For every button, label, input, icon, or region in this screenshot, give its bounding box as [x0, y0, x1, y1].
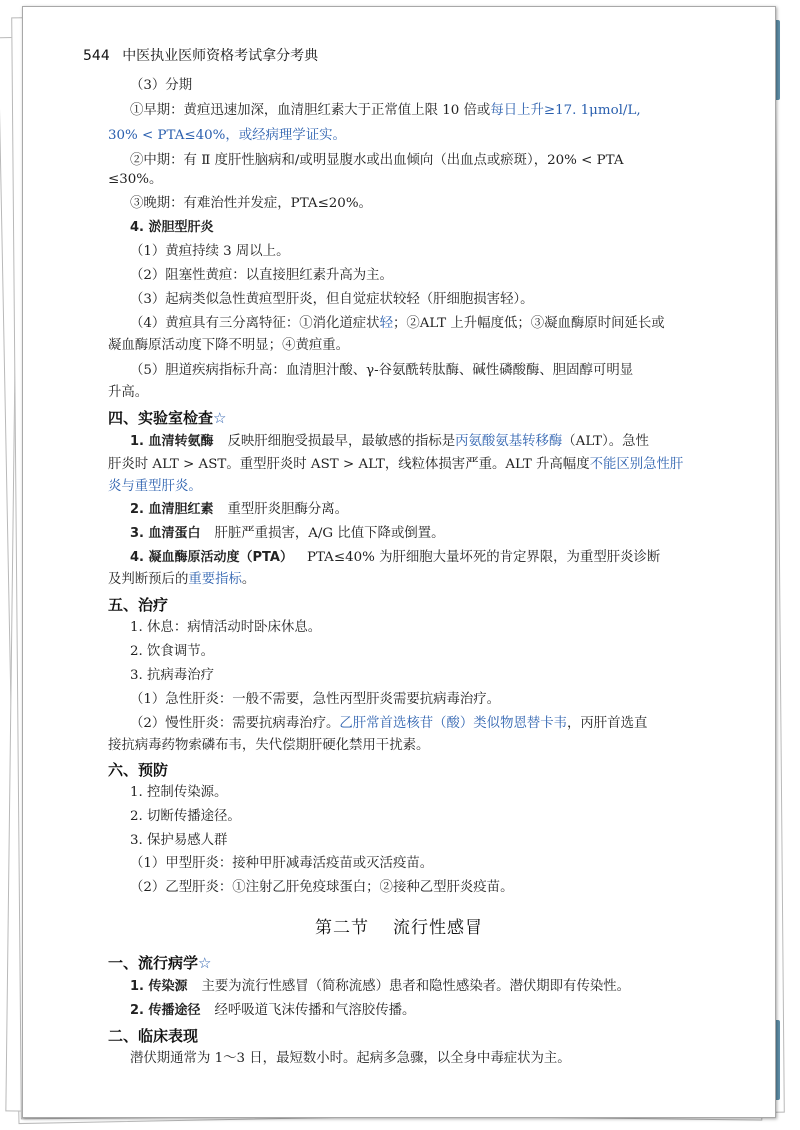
highlighted-text: 轻 — [379, 316, 393, 331]
highlighted-line: 炎与重型肝炎。 — [108, 479, 202, 494]
star-icon: ☆ — [213, 409, 227, 427]
star-icon: ☆ — [198, 954, 212, 972]
text: 及判断预后的 — [108, 572, 189, 587]
book-title: 中医执业医师资格考试拿分考典 — [122, 48, 319, 64]
list-item: （1）急性肝炎：一般不需要，急性丙型肝炎需要抗病毒治疗。 — [130, 692, 501, 707]
list-item: 1. 控制传染源。 — [130, 785, 228, 800]
list-item: 2. 切断传播途径。 — [130, 809, 241, 824]
paragraph-line — [130, 315, 752, 333]
text: 。 — [241, 572, 256, 587]
text: 肝炎时 ALT > AST。重型肝炎时 AST > ALT，线粒体损害严重。ALT 升高幅度 — [108, 457, 590, 472]
text: 重型肝炎胆酶分离。 — [227, 502, 349, 517]
text: （ALT）。急性 — [562, 434, 649, 449]
term: 1. 血清转氨酶 — [130, 434, 214, 449]
text: ；②ALT 上升幅度低；③凝血酶原时间延长或 — [392, 316, 665, 331]
paragraph-line: 凝血酶原活动度下降不明显；④黄疸重。 — [108, 338, 350, 353]
text: ①早期：黄疸迅速加深，血清胆红素大于正常值上限 10 倍或 — [130, 103, 491, 118]
text: 肝脏严重损害，A/G 比值下降或倒置。 — [214, 526, 445, 541]
highlighted-text: 每日上升≥17. 1μmol/L, — [490, 103, 641, 118]
section-heading — [108, 407, 226, 428]
paragraph-line — [130, 978, 752, 996]
chapter-title — [23, 913, 775, 938]
paragraph-line: （5）胆道疾病指标升高：血清胆汁酸、γ-谷氨酰转肽酶、碱性磷酸酶、胆固醇可明显 — [130, 363, 634, 378]
paragraph-line: ≤30%。 — [108, 172, 163, 187]
paragraph-line: 潜伏期通常为 1～3 日，最短数小时。起病多急骤，以全身中毒症状为主。 — [130, 1051, 571, 1066]
highlighted-text: 乙肝常首选核苷（酸）类似物恩替卡韦 — [339, 716, 568, 731]
list-item: （2）乙型肝炎：①注射乙肝免疫球蛋白；②接种乙型肝炎疫苗。 — [130, 880, 514, 895]
paragraph-line — [130, 102, 752, 120]
paragraph-line: 升高。 — [108, 385, 149, 400]
paragraph-line — [130, 501, 752, 519]
chapter-name: 流行性感冒 — [393, 918, 483, 938]
paragraph-line — [130, 549, 752, 567]
paragraph-line — [108, 571, 730, 589]
paragraph-line — [130, 433, 752, 451]
paragraph-line: （1）黄疸持续 3 周以上。 — [130, 244, 290, 259]
term: 3. 血清蛋白 — [130, 526, 201, 541]
page-content — [23, 7, 775, 1117]
term: 4. 凝血酶原活动度（PTA） — [130, 550, 293, 565]
running-header — [83, 45, 318, 65]
list-item: （1）甲型肝炎：接种甲肝减毒活疫苗或灭活疫苗。 — [130, 856, 434, 871]
paragraph-line: （2）阻塞性黄疸：以直接胆红素升高为主。 — [130, 268, 393, 283]
text: （2）慢性肝炎：需要抗病毒治疗。 — [130, 716, 340, 731]
section-heading — [108, 952, 211, 973]
section-heading: 五、治疗 — [108, 596, 169, 614]
list-item: 2. 饮食调节。 — [130, 644, 214, 659]
term: 1. 传染源 — [130, 979, 188, 994]
chapter-number: 第二节 — [315, 918, 369, 938]
highlighted-line: 30% < PTA≤40%，或经病理学证实。 — [108, 128, 346, 143]
paragraph-line: 接抗病毒药物索磷布韦，失代偿期肝硬化禁用干扰素。 — [108, 738, 430, 753]
paragraph-line: （3）起病类似急性黄疸型肝炎，但自觉症状较轻（肝细胞损害轻）。 — [130, 292, 534, 307]
text: 反映肝细胞受损最早，最敏感的指标是 — [227, 434, 456, 449]
highlighted-text: 重要指标 — [188, 572, 242, 587]
heading-text: 四、实验室检查 — [108, 409, 214, 427]
highlighted-text: 不能区别急性肝 — [589, 457, 684, 472]
paragraph-line — [130, 1002, 752, 1020]
text: 主要为流行性感冒（简称流感）患者和隐性感染者。潜伏期即有传染性。 — [201, 979, 631, 994]
text: ，丙肝首选直 — [567, 716, 648, 731]
term: 2. 血清胆红素 — [130, 502, 214, 517]
heading-text: 一、流行病学 — [108, 954, 199, 972]
page-number: 544 — [83, 48, 110, 64]
list-item — [130, 715, 752, 733]
highlighted-text: 丙氨酸氨基转移酶 — [455, 434, 563, 449]
section-heading: 六、预防 — [108, 761, 169, 779]
section-heading: 二、临床表现 — [108, 1027, 199, 1045]
list-item: 1. 休息：病情活动时卧床休息。 — [130, 620, 322, 635]
paragraph-line: ③晚期：有难治性并发症，PTA≤20%。 — [130, 196, 372, 211]
list-item: 3. 保护易感人群 — [130, 833, 228, 848]
paragraph-line — [130, 77, 752, 95]
paragraph-line: ②中期：有 Ⅱ 度肝性脑病和/或明显腹水或出血倾向（出血点或瘀斑），20% < PTA — [130, 153, 624, 168]
text: PTA≤40% 为肝细胞大量坏死的肯定界限，为重型肝炎诊断 — [306, 550, 661, 565]
subheading: 4. 淤胆型肝炎 — [130, 220, 214, 235]
term: 2. 传播途径 — [130, 1003, 201, 1018]
text: 经呼吸道飞沫传播和气溶胶传播。 — [214, 1003, 416, 1018]
document-page — [22, 6, 776, 1118]
paragraph-line — [130, 525, 752, 543]
paragraph-line — [108, 456, 730, 474]
text: （3）分期 — [130, 78, 193, 93]
list-item: 3. 抗病毒治疗 — [130, 668, 214, 683]
text: （4）黄疸具有三分离特征：①消化道症状 — [130, 316, 380, 331]
